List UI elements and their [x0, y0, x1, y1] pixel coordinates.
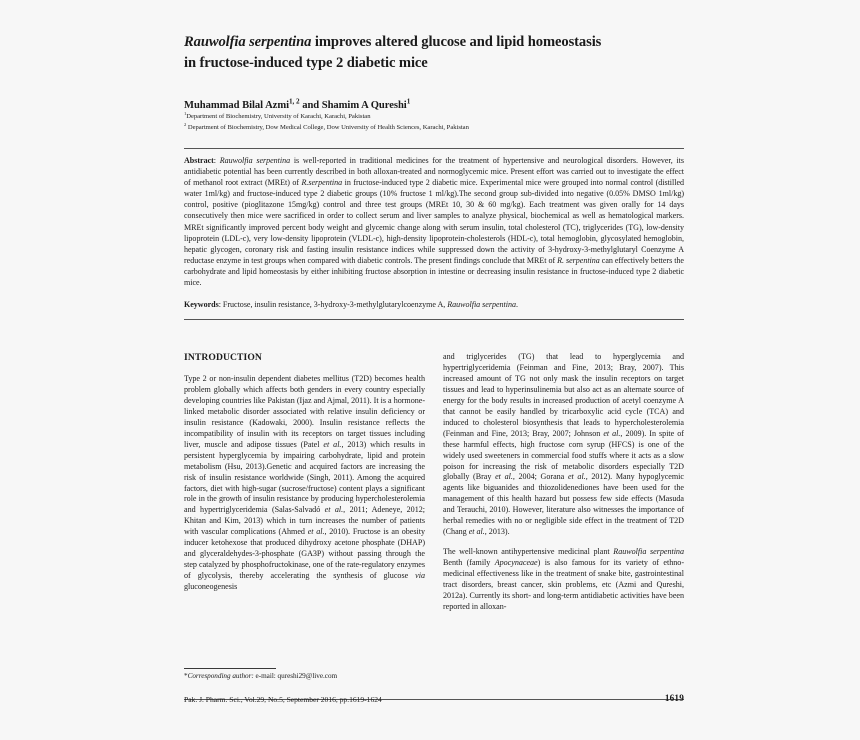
- affiliation-1-text: Department of Biochemistry, University of Karachi, Karachi, Pakistan: [186, 113, 371, 121]
- keywords-text: : Fructose, insulin resistance, 3-hydroxy-3-methylglutarylcoenzyme A,: [218, 300, 448, 310]
- abstract-top-divider: [184, 148, 684, 149]
- abstract-colon: :: [213, 155, 220, 165]
- intro-right2-species: Rauwolfia serpentina: [613, 547, 684, 557]
- affiliation-block: [184, 112, 684, 133]
- affiliation-2: [184, 123, 684, 134]
- intro-right-etal-4: et al.: [468, 527, 485, 537]
- author-conjunction: and Shamim A Qureshi: [299, 100, 407, 112]
- author-secondary-affiliation-marker: 1: [406, 97, 411, 106]
- paper-content-area: [184, 0, 684, 740]
- intro-right-etal-3: et al.: [567, 472, 586, 482]
- affiliation-1-marker: 1: [184, 111, 187, 117]
- title-species-name: Rauwolfia serpentina: [184, 34, 312, 50]
- intro-left-etal-3: et al.: [307, 527, 325, 537]
- intro-paragraph-right-2: [443, 547, 684, 613]
- abstract-body-2: in fructose-induced type 2 diabetic mice. Experimental mice were grouped into normal control (distilled water 1ml/kg) and fructose-induced type 2 diabetic groups (10% fructose 1 ml/kg).The second group sub-divided into negative (0.05% DMSO 1ml/kg) control, positive (pioglitazone 15mg/kg) control and three test groups (MREt 10, 30 & 60 mg/kg). Each treatment was given orally for 14 days consecutively then mice were sacrificed in order to collect serum and liver samples to analyze physical, biochemical as well as hematological markers. MREt significantly improved percent body weight and glycemic change along with serum insulin, total cholesterol (TC), triglycerides (TG), low-density lipoprotein (LDL-c), very low-density lipoprotein (VLDL-c), high-density lipoprotein-cholesterols (HDL-c), total hemoglobin, glycosylated hemoglobin, hepatic glycogen, coronary risk and fasting insulin resistance indices while suppressed down the activity of 3-hydroxy-3-methylglutaryl Coenzyme A reductase enzyme in test groups when compared with diabetic controls. The present findings conclude that MREt of: [184, 178, 685, 266]
- abstract-body-1: is well-reported in traditional medicines for the treatment of hypertensive and neurological disorders. However, its antidiabetic potential has been currently described in both alloxan-treated and normoglycemic mice. Present effort was carried out to investigate the effect of methanol root extract (MREt) of: [184, 155, 684, 188]
- footnote-text: [184, 672, 425, 681]
- intro-paragraph-left: [184, 374, 425, 593]
- intro-right-etal-1: et al.: [603, 428, 621, 438]
- abstract-body-3: can effectively betters the carbohydrate and lipid homeostasis by either inhibiting fructose absorption in intestine or decreasing insulin resistance in fructose-induced type 2 diabetic mice.: [184, 256, 684, 288]
- title-line-2: in fructose-induced type 2 diabetic mice: [184, 54, 428, 71]
- intro-right2-seg-3: ) is also famous for its variety of ethno-medicinal effectiveness like in the treatment of snake bite, gastrointestinal tract disorders, breast cancer, skin problems, etc (Azmi and Qureshi, 2012a). Currently its short- and long-term antidiabetic activities have been reported in alloxan-: [443, 558, 684, 611]
- body-columns: [184, 352, 684, 613]
- keywords-species: Rauwolfia serpentina: [447, 300, 516, 310]
- journal-citation: Pak. J. Pharm. Sci., Vol.29, No.5, September 2016, pp.1619-1624: [184, 695, 382, 704]
- intro-left-seg-2: , 2013) which results in persistent hyperglycemia by impairing carbohydrate, lipid and protein metabolism (Hsu, 2013).Genetic and acquired factors are increasing the risk of insulin resistance worldwide (Singh, 2011). Among the acquired factors, diet with high-sugar (sucrose/fructose) content plays a significant role in the growth of insulin resistance by producing hypercholesterolemia and hypertriglyceridemia (Salas-Salvadó: [184, 439, 425, 515]
- intro-right2-family: Apocynaceae: [494, 558, 538, 568]
- page-number: 1619: [664, 693, 684, 703]
- intro-left-etal-2: et al.: [324, 505, 344, 515]
- intro-left-seg-1: Type 2 or non-insulin dependent diabetes mellitus (T2D) becomes health problem globally which affects both genders in every country especially developing countries like Pakistan (Ijaz and Ajmal, 2011). It is a hormone-linked metabolic disorder associated with relative insulin deficiency or insulin resistance (Kadowaki, 2000). Insulin resistance reflects the incompatibility of insulin with its receptors on target tissues including liver, muscle and adipose tissues (Patel: [184, 374, 425, 449]
- intro-right2-seg-2: Benth (family: [443, 558, 495, 568]
- author-primary: Muhammad Bilal Azmi: [184, 100, 289, 112]
- author-primary-affiliation-marker: 1, 2: [289, 97, 300, 106]
- keywords-label: Keywords: [184, 300, 219, 310]
- footnote-label: Corresponding author:: [187, 672, 254, 680]
- intro-right2-seg-1: The well-known antihypertensive medicinal plant: [443, 547, 614, 557]
- affiliation-2-marker: 2: [184, 121, 187, 127]
- intro-left-seg-3: , 2011; Adeneye, 2012; Khitan and Kim, 2013) which in turn increases the number of patients with vascular complications (Ahmed: [184, 505, 425, 537]
- column-left: [184, 352, 425, 613]
- intro-right-seg-5: , 2013).: [484, 527, 510, 537]
- abstract-species-2: R.serpentina: [301, 178, 343, 188]
- section-heading-introduction: INTRODUCTION: [184, 352, 262, 363]
- author-list: [184, 97, 684, 112]
- footnote-divider: [184, 668, 276, 669]
- footnote-marker: *: [184, 672, 188, 680]
- abstract-species-3: R. serpentina: [557, 256, 600, 266]
- intro-right-seg-2: , 2009). In spite of these harmful effects, high fructose corn syrup (HFCS) is one of the widely used sweeteners in commercial food stuffs where it acts as a slow poison for increasing the risk of metabolic disorders especially T2D globally (Bray: [443, 428, 684, 482]
- intro-left-via: via: [415, 571, 425, 581]
- affiliation-1: [184, 112, 684, 123]
- corresponding-author-footnote: [184, 668, 425, 681]
- title-line-1-rest: improves altered glucose and lipid homeostasis: [311, 34, 602, 50]
- affiliation-2-text: Department of Biochemistry, Dow Medical College, Dow University of Health Sciences, Karachi, Pakistan: [186, 124, 469, 132]
- footnote-email[interactable]: e-mail: qureshi29@live.com: [253, 672, 338, 680]
- abstract-species-1: Rauwolfia serpentina: [219, 155, 291, 165]
- intro-left-etal-1: et al.: [323, 439, 342, 449]
- intro-right-seg-4: , 2012). Many hypoglycemic agents like biguanides and thiozolidenediones have been used for the management of this health hazard but possess few side effects (Masuda and Terauchi, 2010). However, literature also witnesses the importance of herbal remedies with no or negligible side effect in the treatment of T2D (Chang: [443, 472, 684, 537]
- intro-left-seg-5: gluconeogenesis: [184, 582, 238, 592]
- intro-right-etal-2: et al.: [495, 472, 513, 482]
- page-title: [184, 0, 684, 73]
- intro-paragraph-right-1: [443, 352, 684, 538]
- intro-right-seg-3: , 2004; Gorana: [512, 472, 568, 482]
- intro-right-seg-1: and triglycerides (TG) that lead to hyperglycemia and hypertriglyceridemia (Feinman and Fine, 2013; Bray, 2007). This increased amount of TG not only mask the insulin receptors on target tissues and lead to hyperinsulinemia but also act as an alternate source of energy for the body results in increased production of acetyl coenzyme A that cannot be easily handled by tricarboxylic acid cycle (TCA) and induced to cholesterol biosynthesis that leads to hypercholesterolemia (Feinman and Fine, 2013; Bray, 2007; Johnson: [443, 352, 684, 438]
- intro-left-seg-4: , 2010). Fructose is an obesity inducer ketohexose that produced dihydroxy acetone phosphate (DHAP) and glyceraldehydes-3-phosphate (GA3P) without passing through the step catalyzed by phosphofructokinase, one of the rate-regulatory enzymes of glycolysis, thereby accelerating the synthesis of glucose: [184, 527, 425, 581]
- keywords-bottom-divider: [184, 319, 684, 320]
- column-right: [443, 352, 684, 613]
- keywords-line: [184, 299, 684, 310]
- abstract-label: Abstract: [184, 155, 214, 165]
- abstract-text: [184, 155, 684, 289]
- keywords-period: .: [515, 300, 518, 310]
